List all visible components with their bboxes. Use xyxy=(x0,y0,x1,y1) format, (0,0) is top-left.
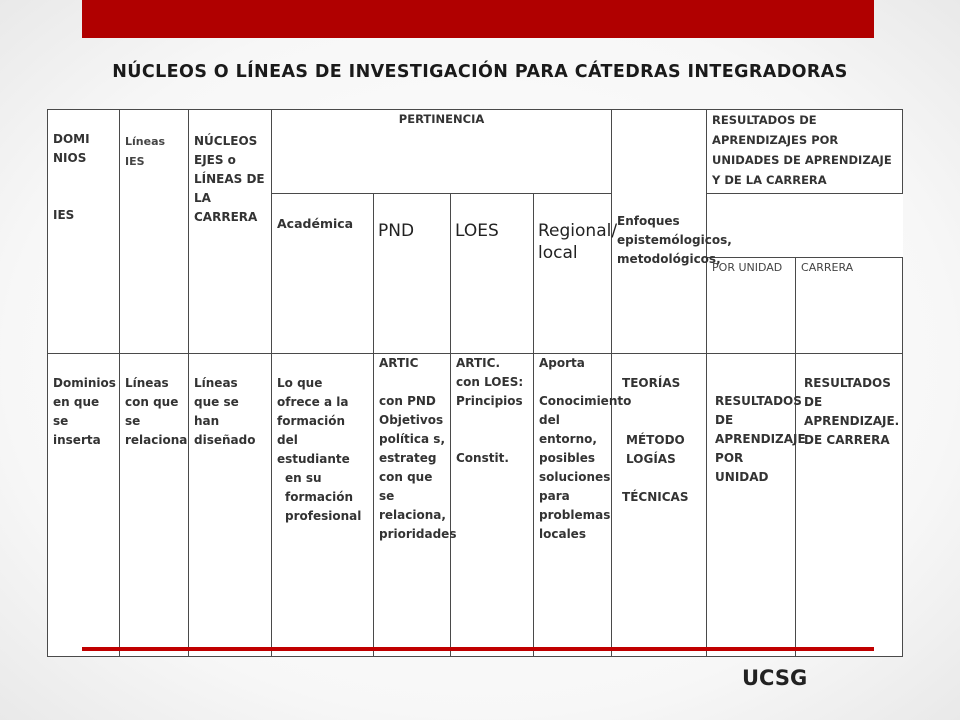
header-nucleos: NÚCLEOS EJES o LÍNEAS DE LA CARRERA xyxy=(189,110,272,354)
brand-label: UCSG xyxy=(742,666,808,690)
cell-pnd: ARTIC con PND Objetivos política s, estrateg con que se relaciona, prioridades xyxy=(374,354,451,657)
bottom-accent-line xyxy=(82,647,874,651)
cell-por-unidad: RESULTADOS DE APRENDIZAJE POR UNIDAD xyxy=(707,354,796,657)
header-dominios: DOMI NIOS IES xyxy=(48,110,120,354)
research-lines-table xyxy=(47,109,903,657)
header-resultados: RESULTADOS DE APRENDIZAJES POR UNIDADES DE APRENDIZAJE Y DE LA CARRERA xyxy=(707,110,903,194)
top-accent-bar xyxy=(82,0,874,38)
cell-carrera: RESULTADOS DE APRENDIZAJE. DE CARRERA xyxy=(796,354,903,657)
header-pnd: PND xyxy=(374,194,451,354)
cell-academica: Lo que ofrece a la formación del estudiante en su formación profesional xyxy=(272,354,374,657)
cell-enfoques: TEORÍAS MÉTODO LOGÍAS TÉCNICAS xyxy=(612,354,707,657)
header-pertinencia: PERTINENCIA xyxy=(272,110,612,194)
header-regional: Regional/ local xyxy=(534,194,612,354)
page-title: NÚCLEOS O LÍNEAS DE INVESTIGACIÓN PARA CÁTEDRAS INTEGRADORAS xyxy=(112,62,848,82)
cell-nucleos: Líneas que se han diseñado xyxy=(189,354,272,657)
header-enfoques: Enfoques epistemólogicos, metodológicos, xyxy=(612,110,707,354)
cell-lineas: Líneas con que se relaciona xyxy=(120,354,189,657)
header-loes: LOES xyxy=(451,194,534,354)
cell-dominios: Dominios en que se inserta xyxy=(48,354,120,657)
header-lineas-ies: Líneas IES xyxy=(120,110,189,354)
cell-loes: ARTIC. con LOES: Principios Constit. xyxy=(451,354,534,657)
header-carrera: CARRERA xyxy=(796,258,903,354)
cell-regional: Aporta Conocimiento del entorno, posibles soluciones para problemas locales xyxy=(534,354,612,657)
header-academica: Académica xyxy=(272,194,374,354)
header-por-unidad: POR UNIDAD xyxy=(707,258,796,354)
